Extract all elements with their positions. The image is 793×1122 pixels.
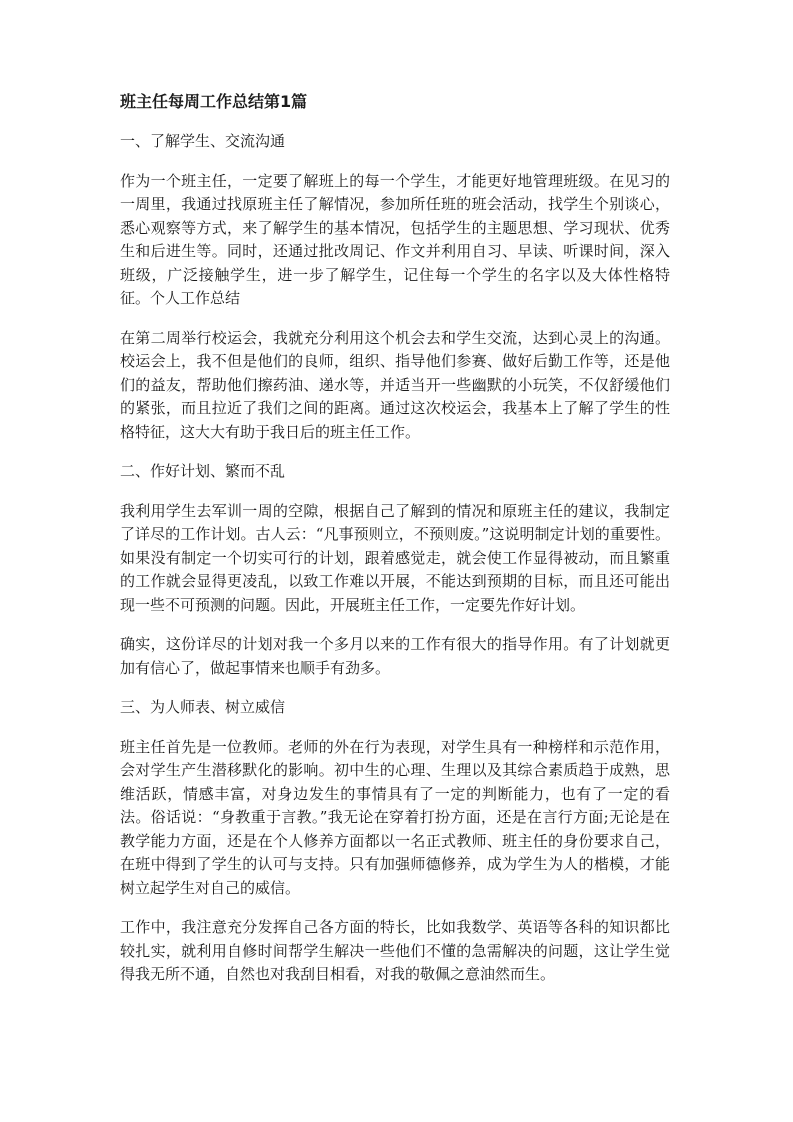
paragraph-5: 班主任首先是一位教师。老师的外在行为表现，对学生具有一种榜样和示范作用，会对学生产生潜移默化的影响。初中生的心理、生理以及其综合素质趋于成熟，思维活跃，情感丰富，对身边发生的事情具有了一定的判断能力，也有了一定的看法。俗话说：“身教重于言教。”我无论在穿着打扮方面，还是在言行方面;无论是在教学能力方面，还是在个人修养方面都以一名正式教师、班主任的身份要求自己，在班中得到了学生的认可与支持。只有加强师德修养，成为学生为人的楷模，才能树立起学生对自己的威信。 bbox=[120, 737, 670, 897]
section-heading-1: 一、了解学生、交流沟通 bbox=[120, 132, 286, 150]
document-title: 班主任每周工作总结第1篇 bbox=[120, 92, 308, 111]
section-heading-3: 三、为人师表、树立威信 bbox=[120, 698, 286, 716]
paragraph-2: 在第二周举行校运会，我就充分利用这个机会去和学生交流，达到心灵上的沟通。校运会上，我不但是他们的良师，组织、指导他们参赛、做好后勤工作等，还是他们的益友，帮助他们擦药油、递水等，并适当开一些幽默的小玩笑，不仅舒缓他们的紧张，而且拉近了我们之间的距离。通过这次校运会，我基本上了解了学生的性格特征，这大大有助于我日后的班主任工作。 bbox=[120, 328, 670, 441]
paragraph-4: 确实，这份详尽的计划对我一个多月以来的工作有很大的指导作用。有了计划就更加有信心了，做起事情来也顺手有劲多。 bbox=[120, 635, 670, 677]
section-heading-2: 二、作好计划、繁而不乱 bbox=[120, 462, 286, 480]
document-page bbox=[120, 90, 670, 1003]
paragraph-3: 我利用学生去军训一周的空隙，根据自己了解到的情况和原班主任的建议，我制定了详尽的工作计划。古人云：“凡事预则立，不预则废。”这说明制定计划的重要性。如果没有制定一个切实可行的计划，跟着感觉走，就会使工作显得被动，而且繁重的工作就会显得更凌乱，以致工作难以开展，不能达到预期的目标，而且还可能出现一些不可预测的问题。因此，开展班主任工作，一定要先作好计划。 bbox=[120, 501, 670, 614]
paragraph-6: 工作中，我注意充分发挥自己各方面的特长，比如我数学、英语等各科的知识都比较扎实，就利用自修时间帮学生解决一些他们不懂的急需解决的问题，这让学生觉得我无所不通，自然也对我刮目相看，对我的敬佩之意油然而生。 bbox=[120, 918, 670, 983]
paragraph-1: 作为一个班主任，一定要了解班上的每一个学生，才能更好地管理班级。在见习的一周里，我通过找原班主任了解情况，参加所任班的班会活动，找学生个别谈心，悉心观察等方式，来了解学生的基本情况，包括学生的主题思想、学习现状、优秀生和后进生等。同时，还通过批改周记、作文并利用自习、早读、听课时间，深入班级，广泛接触学生，进一步了解学生，记住每一个学生的名字以及大体性格特征。个人工作总结 bbox=[120, 171, 670, 307]
